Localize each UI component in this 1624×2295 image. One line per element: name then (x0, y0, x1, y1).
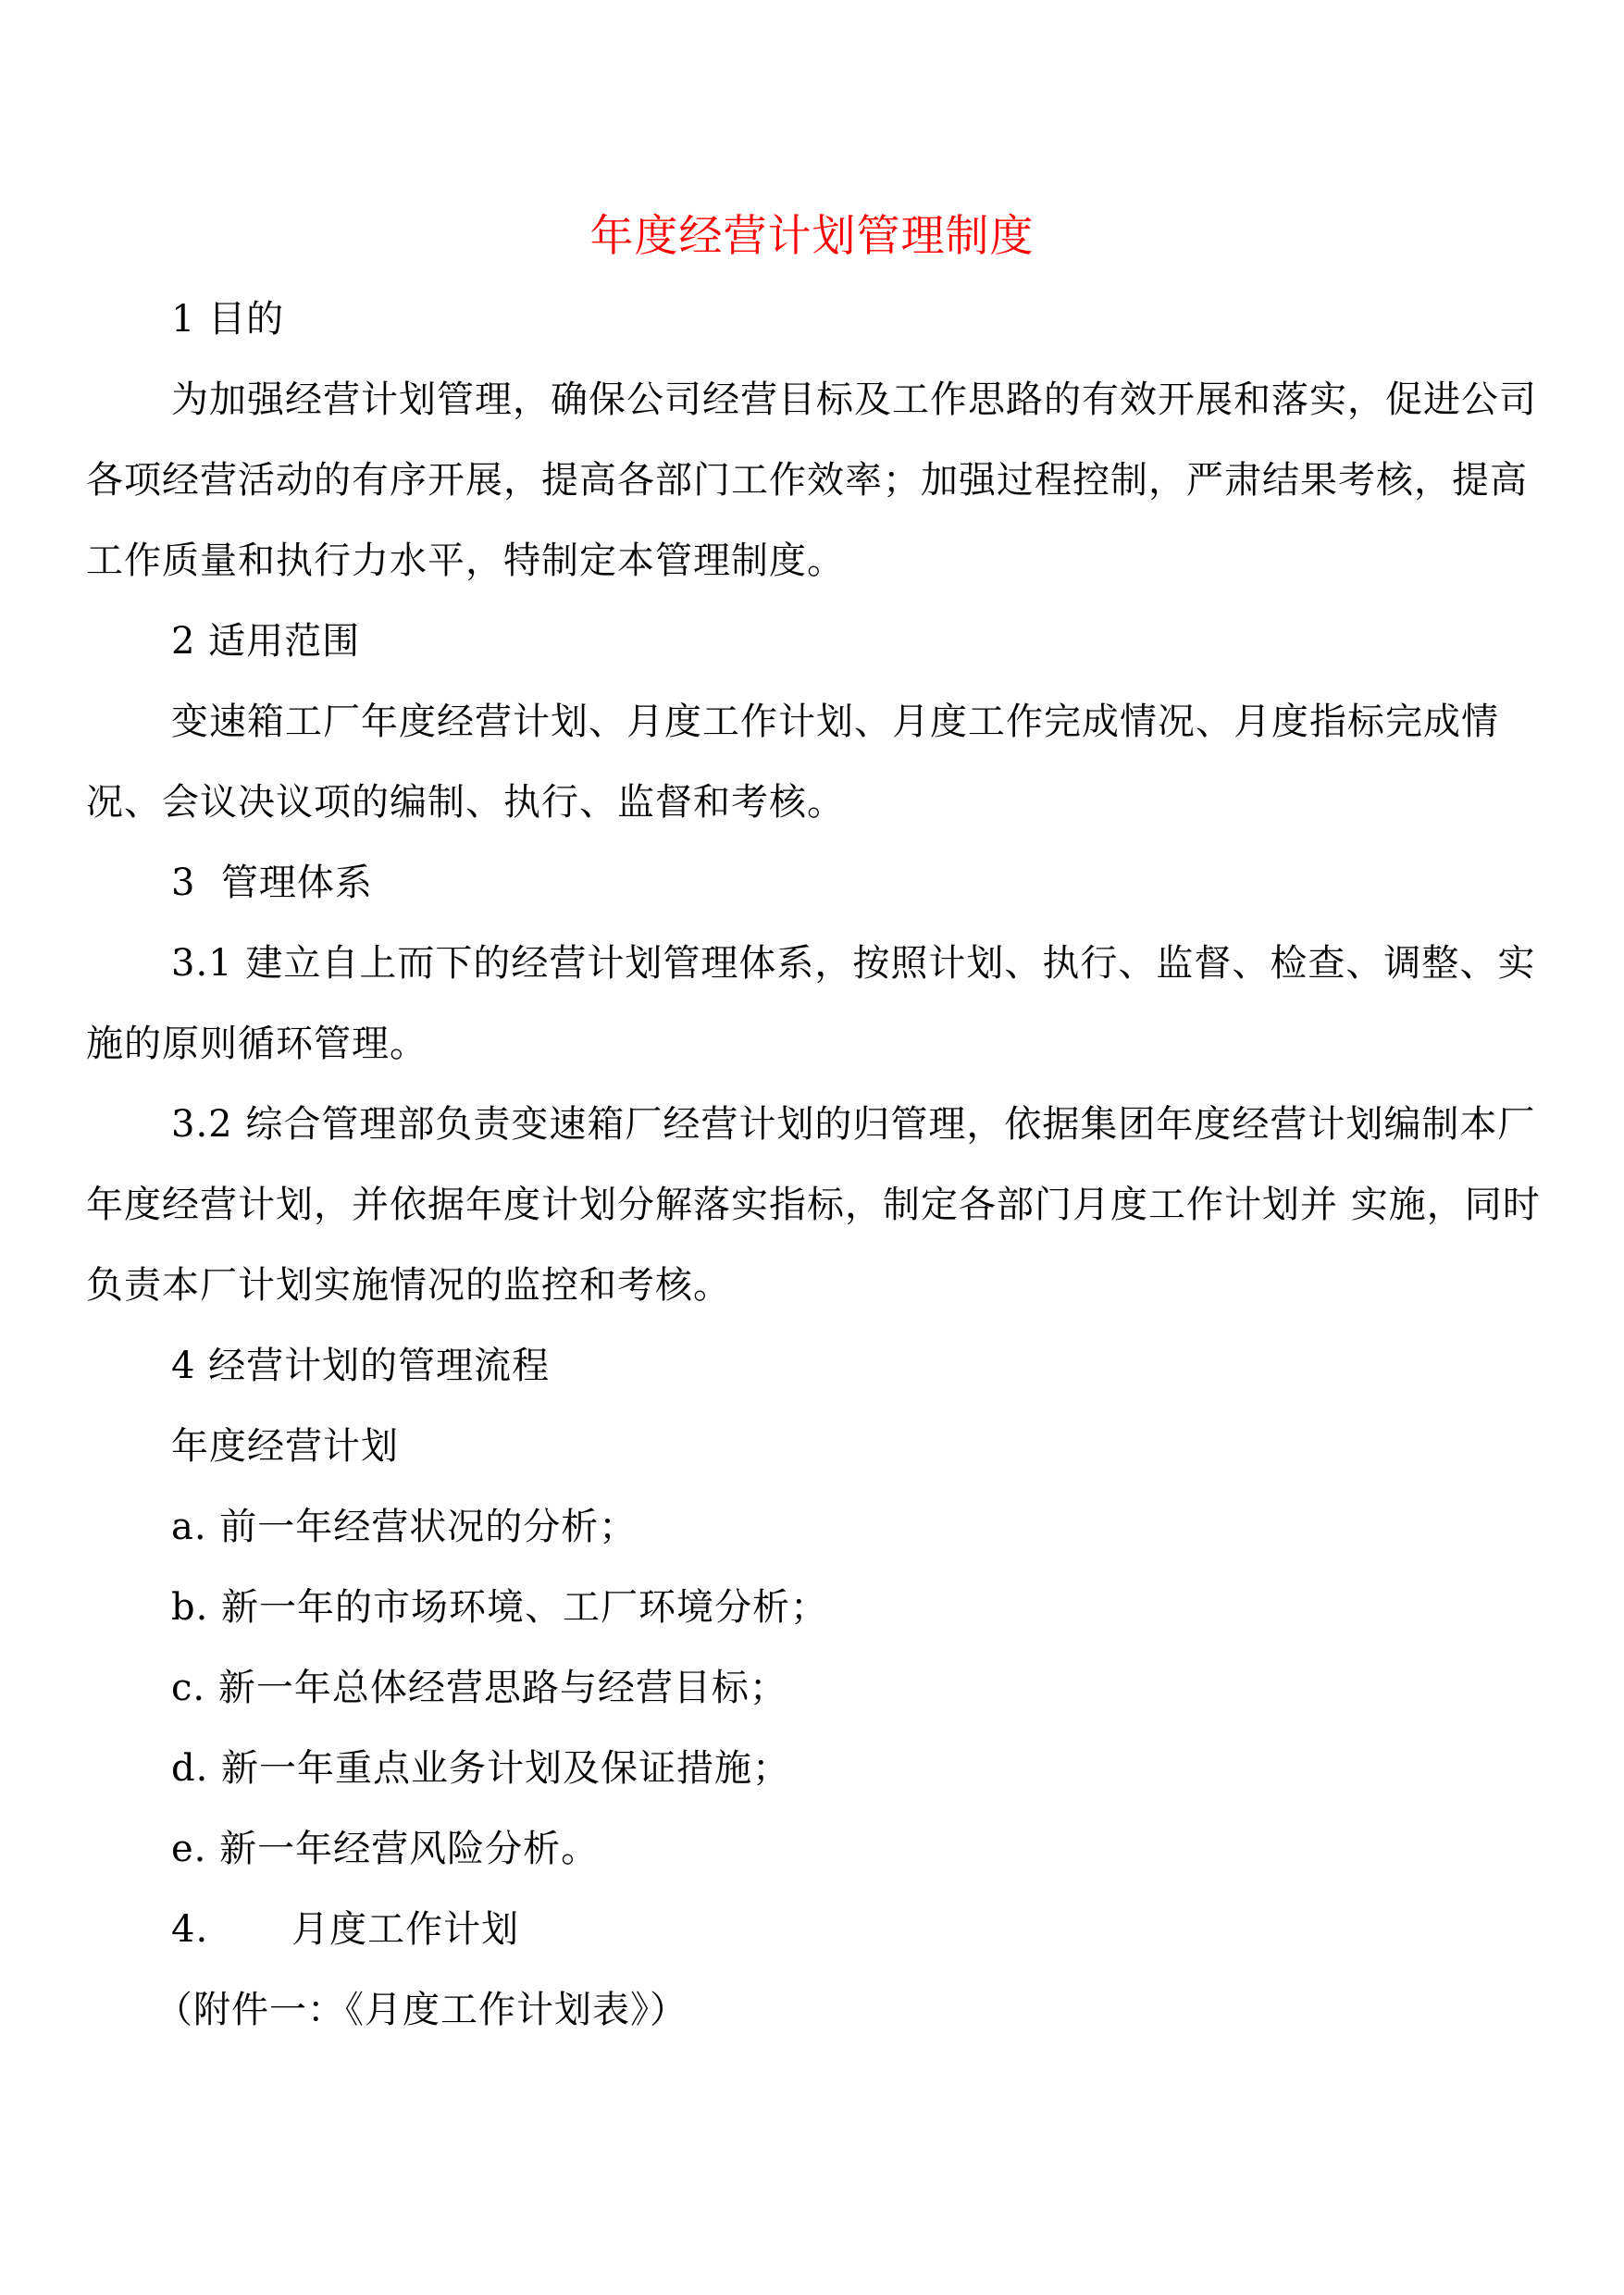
list-item: a. 前一年经营状况的分析； (171, 1506, 638, 1548)
monthly-plan-number: 4. (171, 1908, 209, 1951)
list-item: b. 新一年的市场环境、工厂环境分析； (171, 1586, 829, 1629)
monthly-plan-label: 月度工作计划 (291, 1908, 520, 1951)
section-4-heading: 4 经营计划的管理流程 (171, 1345, 551, 1387)
section-2-paragraph: 变速箱工厂年度经营计划、月度工作计划、月度工作完成情况、月度指标完成情况、会议决议项的编制、执行、监督和考核。 (86, 701, 1499, 824)
attachment-note: （附件一：《月度工作计划表》） (155, 1989, 688, 2031)
document-title: 年度经营计划管理制度 (589, 211, 1035, 262)
section-3-2-paragraph: 3.2 综合管理部负责变速箱厂经营计划的归管理，依据集团年度经营计划编制本厂年度经营计划，并依据年度计划分解落实指标，制定各部门月度工作计划并 实施，同时负责本厂计划实施情况的监控和考核。 (86, 1103, 1541, 1307)
section-2-heading: 2 适用范围 (171, 620, 361, 663)
section-4-subheading: 年度经营计划 (171, 1425, 399, 1468)
list-item: e. 新一年经营风险分析。 (171, 1828, 600, 1870)
list-item: c. 新一年总体经营思路与经营目标； (171, 1667, 787, 1709)
section-3-heading: 3 管理体系 (171, 862, 373, 904)
monthly-plan-heading (86, 1890, 1562, 1970)
list-item: d. 新一年重点业务计划及保证措施； (171, 1747, 791, 1790)
section-1-heading: 1 目的 (171, 298, 285, 341)
document-body (86, 279, 1562, 2051)
section-3-1-paragraph: 3.1 建立自上而下的经营计划管理体系，按照计划、执行、监督、检查、调整、实施的原则循环管理。 (86, 942, 1536, 1065)
section-1-paragraph: 为加强经营计划管理，确保公司经营目标及工作思路的有效开展和落实，促进公司各项经营活动的有序开展，提高各部门工作效率；加强过程控制，严肃结果考核，提高工作质量和执行力水平，特制定本管理制度。 (86, 378, 1537, 582)
